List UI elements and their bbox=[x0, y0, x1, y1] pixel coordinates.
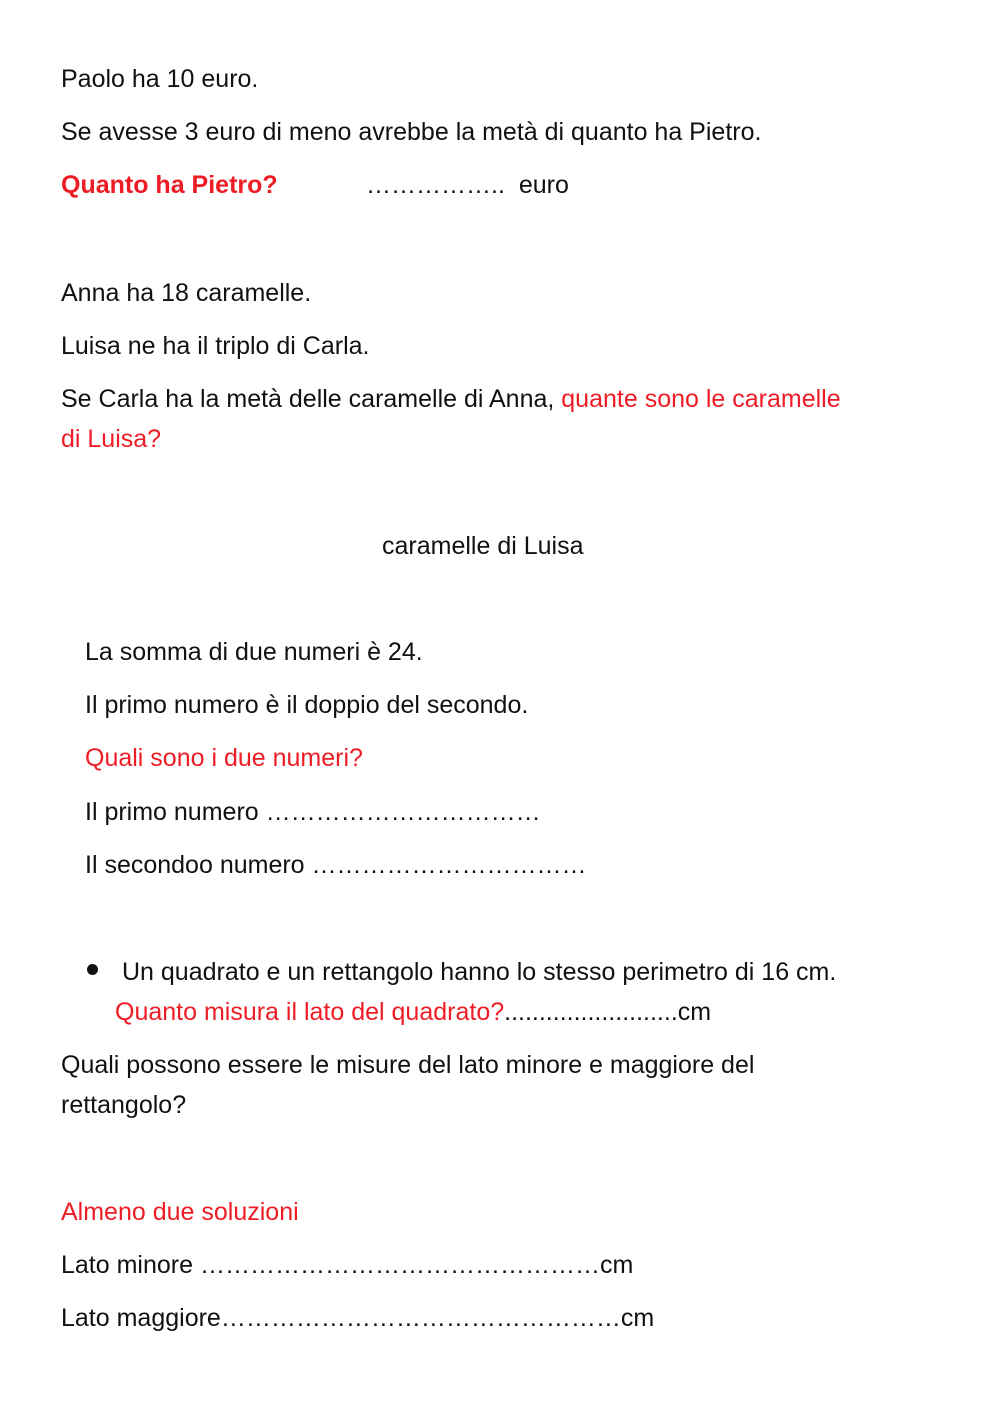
major-side-label: Lato maggiore bbox=[61, 1304, 221, 1332]
problem3-line1: La somma di due numeri è 24. bbox=[85, 638, 423, 666]
problem4-line2a: Quali possono essere le misure del lato minore e maggiore del bbox=[61, 1051, 755, 1079]
minor-side-blank: ………………………………………… bbox=[199, 1251, 600, 1279]
problem4-question-blank: ......................... bbox=[504, 998, 678, 1026]
first-number-blank: …………………………… bbox=[265, 798, 541, 826]
problem4-question-unit: cm bbox=[677, 998, 712, 1026]
first-number-label: Il primo numero bbox=[85, 798, 259, 826]
answer-blank-dots: …………….. bbox=[366, 171, 505, 199]
problem3-first-number[interactable] bbox=[85, 797, 541, 827]
minor-side-line[interactable] bbox=[61, 1250, 633, 1280]
second-number-blank: …………………………… bbox=[311, 851, 587, 879]
problem2-line3 bbox=[61, 384, 841, 414]
problem3-question: Quali sono i due numeri? bbox=[85, 744, 363, 772]
problem1-line1: Paolo ha 10 euro. bbox=[61, 65, 259, 93]
minor-side-label: Lato minore bbox=[61, 1251, 194, 1279]
problem1-line2: Se avesse 3 euro di meno avrebbe la metà di quanto ha Pietro. bbox=[61, 118, 762, 146]
problem2-line1: Anna ha 18 caramelle. bbox=[61, 279, 312, 307]
major-side-line[interactable] bbox=[61, 1303, 654, 1333]
problem4-line2b: rettangolo? bbox=[61, 1091, 187, 1119]
problem3-line2: Il primo numero è il doppio del secondo. bbox=[85, 691, 529, 719]
problem4-question-line[interactable] bbox=[115, 997, 711, 1027]
problem2-line2: Luisa ne ha il triplo di Carla. bbox=[61, 332, 370, 360]
bullet-icon bbox=[87, 964, 98, 975]
problem2-question-part1: quante sono le caramelle bbox=[561, 385, 841, 413]
problem4-subheading: Almeno due soluzioni bbox=[61, 1198, 299, 1226]
minor-side-unit: cm bbox=[599, 1251, 634, 1279]
problem1-answer-blank[interactable] bbox=[366, 170, 569, 200]
major-side-blank: ………………………………………… bbox=[220, 1304, 621, 1332]
major-side-unit: cm bbox=[620, 1304, 655, 1332]
problem2-answer-label[interactable]: caramelle di Luisa bbox=[382, 532, 584, 560]
problem2-question-part2: di Luisa? bbox=[61, 425, 162, 453]
answer-unit: euro bbox=[518, 171, 569, 199]
problem4-bullet-text: Un quadrato e un rettangolo hanno lo stesso perimetro di 16 cm. bbox=[122, 958, 837, 986]
problem4-question: Quanto misura il lato del quadrato? bbox=[115, 998, 505, 1026]
problem3-second-number[interactable] bbox=[85, 850, 587, 880]
problem1-question: Quanto ha Pietro? bbox=[61, 171, 278, 199]
second-number-label: Il secondoo numero bbox=[85, 851, 305, 879]
problem2-line3-start: Se Carla ha la metà delle caramelle di Anna, bbox=[61, 385, 562, 413]
